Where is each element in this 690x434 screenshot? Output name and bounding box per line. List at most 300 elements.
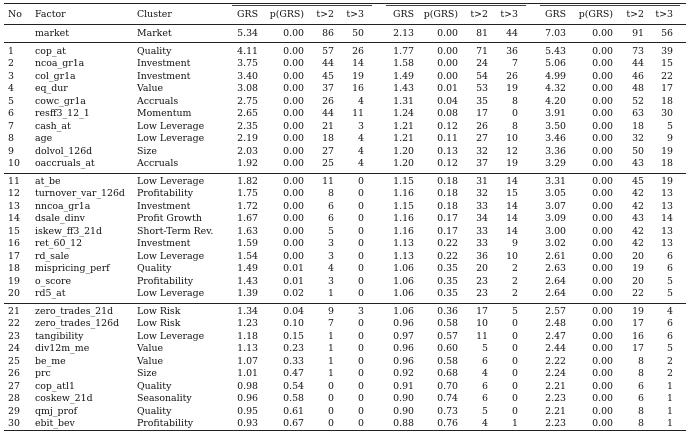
row-value: 3.08 xyxy=(237,83,258,94)
row-cluster: Low Leverage xyxy=(137,120,205,132)
row-value: 6 xyxy=(667,250,673,262)
row-cluster: Value xyxy=(137,83,164,94)
row-no: 16 xyxy=(8,238,20,249)
row-value: 10 xyxy=(506,133,518,144)
header-stat: GRS xyxy=(237,9,258,20)
row-cluster: Quality xyxy=(137,405,172,417)
row-value: 31 xyxy=(476,175,488,187)
row-value: 16 xyxy=(632,330,644,342)
row-value: 0.00 xyxy=(437,28,458,39)
row-factor: dsale_dinv xyxy=(35,213,85,224)
table-row xyxy=(0,288,690,300)
row-value: 1.07 xyxy=(237,355,258,367)
row-value: 5 xyxy=(667,288,673,299)
row-value: 48 xyxy=(632,83,644,94)
row-value: 2.03 xyxy=(237,145,258,157)
row-value: 5.06 xyxy=(545,58,566,69)
row-value: 0.88 xyxy=(393,418,414,429)
header-stat: t>2 xyxy=(470,9,488,20)
row-cluster: Size xyxy=(137,368,157,379)
row-value: 0.74 xyxy=(437,393,458,404)
row-factor: ret_60_12 xyxy=(35,238,83,249)
row-value: 0.00 xyxy=(592,213,613,224)
row-value: 1 xyxy=(667,418,673,429)
row-value: 27 xyxy=(476,133,488,144)
row-value: 9 xyxy=(328,305,334,317)
table-row xyxy=(0,343,690,355)
row-value: 4 xyxy=(358,145,364,157)
row-value: 0.58 xyxy=(283,393,304,404)
row-value: 6 xyxy=(328,213,334,224)
row-value: 1.13 xyxy=(237,343,258,354)
row-value: 0.00 xyxy=(592,45,613,57)
row-value: 5 xyxy=(328,225,334,237)
row-value: 8 xyxy=(512,120,518,132)
row-value: 0 xyxy=(512,393,518,404)
row-value: 44 xyxy=(506,28,518,39)
market-row xyxy=(0,28,690,40)
row-value: 26 xyxy=(506,70,518,82)
row-value: 4 xyxy=(358,133,364,144)
row-cluster: Market xyxy=(137,28,172,39)
header-stat: t>3 xyxy=(500,9,518,20)
row-value: 44 xyxy=(322,58,334,69)
row-value: 0 xyxy=(358,368,364,379)
row-value: 1 xyxy=(667,380,673,392)
row-value: 9 xyxy=(667,133,673,144)
row-factor: o_score xyxy=(35,275,72,287)
row-value: 24 xyxy=(476,58,488,69)
row-value: 0 xyxy=(328,405,334,417)
row-value: 2.57 xyxy=(545,305,566,317)
row-value: 1.31 xyxy=(393,95,414,107)
row-no: 6 xyxy=(8,108,14,119)
row-value: 0 xyxy=(328,418,334,429)
row-value: 19 xyxy=(632,305,644,317)
row-value: 5 xyxy=(667,343,673,354)
row-value: 0.00 xyxy=(592,305,613,317)
row-factor: coskew_21d xyxy=(35,393,93,404)
row-value: 1.06 xyxy=(393,263,414,274)
row-value: 45 xyxy=(322,70,334,82)
row-no: 24 xyxy=(8,343,20,354)
row-no: 14 xyxy=(8,213,20,224)
row-value: 0.04 xyxy=(437,95,458,107)
row-factor: cash_at xyxy=(35,120,71,132)
row-no: 17 xyxy=(8,250,20,262)
row-value: 1.82 xyxy=(237,175,258,187)
header-factor: Factor xyxy=(35,9,66,20)
row-value: 20 xyxy=(632,250,644,262)
row-value: 1 xyxy=(512,418,518,429)
row-value: 0.00 xyxy=(592,343,613,354)
header-stat: t>2 xyxy=(626,9,644,20)
row-value: 0.17 xyxy=(437,213,458,224)
row-value: 27 xyxy=(322,145,334,157)
header-cluster: Cluster xyxy=(137,9,172,20)
table-row xyxy=(0,381,690,393)
row-value: 19 xyxy=(506,158,518,169)
row-value: 2 xyxy=(667,355,673,367)
row-value: 0.01 xyxy=(437,83,458,94)
row-value: 6 xyxy=(667,318,673,329)
row-value: 0 xyxy=(512,355,518,367)
row-factor: qmj_prof xyxy=(35,405,78,417)
table-row xyxy=(0,108,690,120)
row-value: 1 xyxy=(328,288,334,299)
row-value: 0 xyxy=(358,225,364,237)
row-value: 4 xyxy=(482,368,488,379)
row-value: 14 xyxy=(506,213,518,224)
row-value: 0.00 xyxy=(283,133,304,144)
row-factor: ncoa_gr1a xyxy=(35,58,85,69)
row-no: 25 xyxy=(8,355,20,367)
row-value: 0.22 xyxy=(437,238,458,249)
row-value: 0.00 xyxy=(592,330,613,342)
row-value: 12 xyxy=(506,145,518,157)
row-value: 3.02 xyxy=(545,238,566,249)
row-value: 0.91 xyxy=(393,380,414,392)
row-cluster: Investment xyxy=(137,200,191,212)
table-row xyxy=(0,306,690,318)
row-cluster: Investment xyxy=(137,58,191,69)
row-factor: prc xyxy=(35,368,51,379)
row-cluster: Value xyxy=(137,343,164,354)
row-no: 30 xyxy=(8,418,20,429)
row-value: 2.13 xyxy=(393,28,414,39)
row-value: 0.12 xyxy=(437,120,458,132)
row-value: 1.49 xyxy=(393,70,414,82)
row-value: 1.06 xyxy=(393,288,414,299)
row-value: 0 xyxy=(512,108,518,119)
row-value: 57 xyxy=(322,45,334,57)
row-value: 6 xyxy=(482,355,488,367)
row-value: 3 xyxy=(358,305,364,317)
header-stat: p(GRS) xyxy=(578,9,613,20)
row-cluster: Low Leverage xyxy=(137,250,205,262)
row-value: 0.36 xyxy=(437,305,458,317)
row-value: 26 xyxy=(352,45,364,57)
row-value: 73 xyxy=(632,45,644,57)
row-value: 2.35 xyxy=(237,120,258,132)
row-value: 0.35 xyxy=(437,275,458,287)
row-value: 0.58 xyxy=(437,318,458,329)
row-value: 33 xyxy=(476,225,488,237)
row-factor: rd_sale xyxy=(35,250,70,262)
row-no: 15 xyxy=(8,225,20,237)
row-value: 0 xyxy=(358,355,364,367)
row-value: 17 xyxy=(632,318,644,329)
row-value: 1.16 xyxy=(393,213,414,224)
row-value: 0.00 xyxy=(592,405,613,417)
header-stat: p(GRS) xyxy=(423,9,458,20)
row-value: 0.95 xyxy=(237,405,258,417)
row-cluster: Accruals xyxy=(137,158,179,169)
row-value: 0.96 xyxy=(393,318,414,329)
row-factor: cop_atl1 xyxy=(35,380,75,392)
row-value: 0.00 xyxy=(283,95,304,107)
row-value: 0.57 xyxy=(437,330,458,342)
row-value: 0.00 xyxy=(592,275,613,287)
row-value: 2.21 xyxy=(545,380,566,392)
row-value: 19 xyxy=(632,263,644,274)
row-value: 0.00 xyxy=(592,393,613,404)
row-value: 0.13 xyxy=(437,145,458,157)
row-value: 4.99 xyxy=(545,70,566,82)
table-row xyxy=(0,201,690,213)
row-value: 0.04 xyxy=(283,305,304,317)
row-value: 0.00 xyxy=(592,318,613,329)
row-value: 86 xyxy=(322,28,334,39)
row-value: 3 xyxy=(328,275,334,287)
row-value: 1.63 xyxy=(237,225,258,237)
row-value: 20 xyxy=(632,275,644,287)
table-row xyxy=(0,263,690,275)
row-value: 0.00 xyxy=(283,58,304,69)
row-factor: iskew_ff3_21d xyxy=(35,225,102,237)
column-group-rule xyxy=(232,5,372,6)
row-no: 8 xyxy=(8,133,14,144)
row-value: 19 xyxy=(661,145,673,157)
row-value: 7.03 xyxy=(545,28,566,39)
header-stat: GRS xyxy=(393,9,414,20)
row-value: 0.35 xyxy=(437,263,458,274)
row-value: 0.02 xyxy=(283,288,304,299)
row-value: 14 xyxy=(506,200,518,212)
row-value: 81 xyxy=(476,28,488,39)
row-value: 0.60 xyxy=(437,343,458,354)
row-value: 3.36 xyxy=(545,145,566,157)
row-value: 1.77 xyxy=(393,45,414,57)
row-value: 63 xyxy=(632,108,644,119)
row-value: 35 xyxy=(476,95,488,107)
row-value: 17 xyxy=(632,343,644,354)
row-factor: mispricing_perf xyxy=(35,263,110,274)
row-factor: age xyxy=(35,133,53,144)
row-no: 21 xyxy=(8,305,20,317)
row-value: 1.72 xyxy=(237,200,258,212)
row-value: 45 xyxy=(632,175,644,187)
row-value: 0 xyxy=(358,405,364,417)
table-row xyxy=(0,393,690,405)
row-value: 0 xyxy=(358,288,364,299)
row-value: 0.58 xyxy=(437,355,458,367)
row-value: 0.00 xyxy=(592,175,613,187)
row-factor: dolvol_126d xyxy=(35,145,93,157)
row-value: 50 xyxy=(352,28,364,39)
row-value: 0.00 xyxy=(592,225,613,237)
row-value: 3.00 xyxy=(545,225,566,237)
row-value: 2.63 xyxy=(545,263,566,274)
row-value: 0.00 xyxy=(592,83,613,94)
row-value: 22 xyxy=(632,288,644,299)
table-header-row xyxy=(0,9,690,21)
row-cluster: Investment xyxy=(137,70,191,82)
row-value: 2.48 xyxy=(545,318,566,329)
row-factor: zero_trades_21d xyxy=(35,305,114,317)
row-value: 8 xyxy=(638,418,644,429)
row-value: 4.11 xyxy=(237,45,258,57)
row-value: 1 xyxy=(328,343,334,354)
row-value: 11 xyxy=(476,330,488,342)
row-value: 1.39 xyxy=(237,288,258,299)
table-row xyxy=(0,331,690,343)
row-value: 0 xyxy=(512,368,518,379)
column-group-rule xyxy=(386,5,526,6)
row-value: 0.00 xyxy=(283,120,304,132)
row-value: 1.15 xyxy=(393,200,414,212)
row-value: 0.15 xyxy=(283,330,304,342)
row-value: 2.23 xyxy=(545,418,566,429)
row-value: 1 xyxy=(667,393,673,404)
row-value: 50 xyxy=(632,145,644,157)
row-value: 2.61 xyxy=(545,250,566,262)
row-value: 3 xyxy=(358,120,364,132)
row-value: 39 xyxy=(661,45,673,57)
table-rule xyxy=(4,173,686,174)
row-value: 0.67 xyxy=(283,418,304,429)
row-value: 3 xyxy=(328,238,334,249)
table-row xyxy=(0,251,690,263)
row-value: 42 xyxy=(632,225,644,237)
row-value: 3.31 xyxy=(545,175,566,187)
row-value: 0.18 xyxy=(437,200,458,212)
row-value: 43 xyxy=(632,213,644,224)
row-value: 6 xyxy=(328,200,334,212)
row-value: 2.23 xyxy=(545,393,566,404)
row-value: 0.00 xyxy=(592,108,613,119)
row-value: 0.47 xyxy=(283,368,304,379)
row-value: 37 xyxy=(322,83,334,94)
row-value: 34 xyxy=(476,213,488,224)
row-value: 36 xyxy=(476,250,488,262)
row-no: 22 xyxy=(8,318,20,329)
row-value: 0.00 xyxy=(592,418,613,429)
row-value: 0.10 xyxy=(283,318,304,329)
row-value: 5 xyxy=(667,275,673,287)
row-cluster: Investment xyxy=(137,238,191,249)
table-row xyxy=(0,71,690,83)
row-value: 0.96 xyxy=(393,355,414,367)
row-no: 10 xyxy=(8,158,20,169)
row-value: 5.34 xyxy=(237,28,258,39)
row-value: 11 xyxy=(352,108,364,119)
row-value: 0.22 xyxy=(437,250,458,262)
row-value: 42 xyxy=(632,200,644,212)
table-row xyxy=(0,146,690,158)
row-cluster: Profitability xyxy=(137,418,194,429)
row-value: 3.09 xyxy=(545,213,566,224)
row-cluster: Quality xyxy=(137,45,172,57)
row-value: 33 xyxy=(476,200,488,212)
row-value: 0.00 xyxy=(437,45,458,57)
row-value: 0 xyxy=(358,380,364,392)
row-value: 0 xyxy=(358,275,364,287)
row-value: 17 xyxy=(476,305,488,317)
row-value: 44 xyxy=(322,108,334,119)
row-value: 7 xyxy=(328,318,334,329)
row-value: 18 xyxy=(632,120,644,132)
row-value: 0.73 xyxy=(437,405,458,417)
row-value: 0.00 xyxy=(283,28,304,39)
row-value: 2 xyxy=(512,263,518,274)
row-value: 43 xyxy=(632,158,644,169)
row-value: 3.29 xyxy=(545,158,566,169)
row-factor: nncoa_gr1a xyxy=(35,200,91,212)
row-value: 4 xyxy=(667,305,673,317)
row-value: 4 xyxy=(328,263,334,274)
row-value: 0.00 xyxy=(592,200,613,212)
row-no: 23 xyxy=(8,330,20,342)
row-value: 1.67 xyxy=(237,213,258,224)
row-no: 19 xyxy=(8,275,20,287)
row-value: 0.00 xyxy=(592,250,613,262)
table-rule xyxy=(4,24,686,25)
row-value: 36 xyxy=(506,45,518,57)
row-value: 0.17 xyxy=(437,225,458,237)
row-value: 1.01 xyxy=(237,368,258,379)
row-value: 0 xyxy=(358,250,364,262)
row-value: 13 xyxy=(661,238,673,249)
table-row xyxy=(0,226,690,238)
row-value: 0 xyxy=(358,343,364,354)
row-value: 0.00 xyxy=(283,45,304,57)
row-value: 2.21 xyxy=(545,405,566,417)
row-value: 6 xyxy=(638,393,644,404)
row-value: 6 xyxy=(667,263,673,274)
row-value: 5.43 xyxy=(545,45,566,57)
row-value: 3.46 xyxy=(545,133,566,144)
row-value: 1.24 xyxy=(393,108,414,119)
row-cluster: Low Leverage xyxy=(137,175,205,187)
row-no: 18 xyxy=(8,263,20,274)
table-row xyxy=(0,276,690,288)
row-value: 0.00 xyxy=(592,288,613,299)
row-value: 9 xyxy=(512,238,518,249)
row-value: 1.59 xyxy=(237,238,258,249)
row-cluster: Low Risk xyxy=(137,318,181,329)
row-cluster: Momentum xyxy=(137,108,192,119)
row-value: 5 xyxy=(512,305,518,317)
row-value: 0.70 xyxy=(437,380,458,392)
row-value: 0.00 xyxy=(592,380,613,392)
row-value: 52 xyxy=(632,95,644,107)
row-value: 10 xyxy=(506,250,518,262)
row-value: 1.23 xyxy=(237,318,258,329)
row-value: 0.23 xyxy=(283,343,304,354)
row-value: 0 xyxy=(358,330,364,342)
row-value: 0.18 xyxy=(437,188,458,199)
row-value: 0.90 xyxy=(393,393,414,404)
row-value: 1.75 xyxy=(237,188,258,199)
table-row xyxy=(0,368,690,380)
row-value: 0 xyxy=(512,380,518,392)
row-value: 0.96 xyxy=(237,393,258,404)
row-value: 0.93 xyxy=(237,418,258,429)
row-value: 0.00 xyxy=(283,213,304,224)
row-value: 0.00 xyxy=(283,225,304,237)
row-value: 6 xyxy=(638,380,644,392)
row-value: 7 xyxy=(512,58,518,69)
table-row xyxy=(0,213,690,225)
row-value: 0 xyxy=(328,380,334,392)
row-value: 1.06 xyxy=(393,275,414,287)
row-no: 13 xyxy=(8,200,20,212)
row-value: 0.00 xyxy=(592,355,613,367)
row-no: 7 xyxy=(8,120,14,132)
row-value: 1.43 xyxy=(237,275,258,287)
row-value: 14 xyxy=(506,225,518,237)
